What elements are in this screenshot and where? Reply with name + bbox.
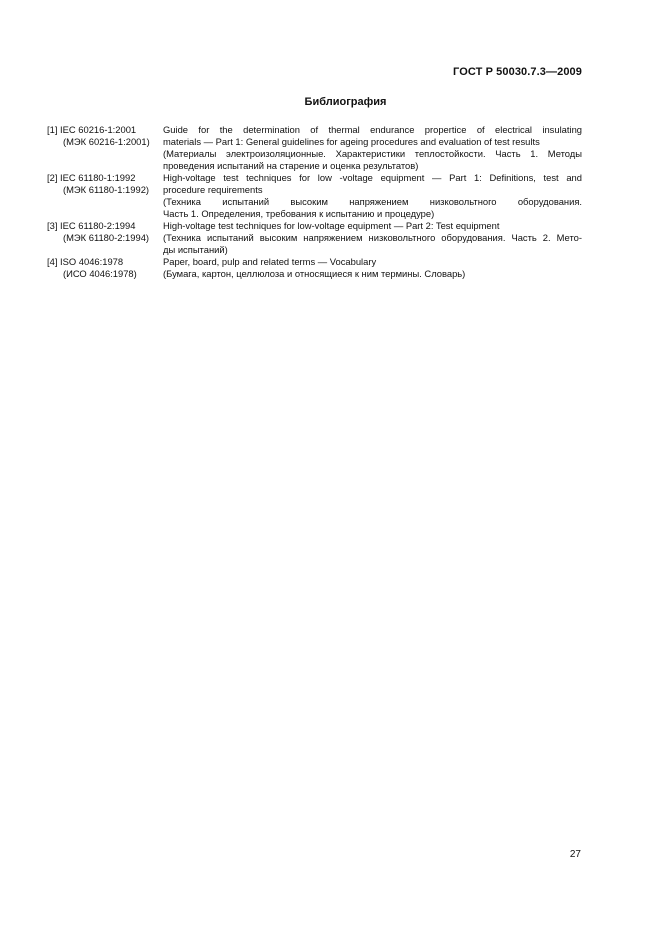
description-line: (Техника испытаний высоким напряжением низковольтного оборудования.: [163, 196, 582, 207]
standard-description: [163, 124, 582, 172]
document-code: ГОСТ Р 50030.7.3—2009: [453, 66, 582, 78]
description-line: High-voltage test techniques for low -voltage equipment — Part 1: Definitions, test and: [163, 172, 582, 183]
description-line: procedure requirements: [163, 184, 263, 195]
bibliography-entry: [47, 172, 582, 220]
bibliography-entry: [47, 256, 582, 280]
page-number: 27: [569, 849, 581, 860]
description-line: ды испытаний): [163, 244, 228, 255]
standard-code: [4] ISO 4046:1978: [47, 256, 124, 267]
standard-code-ru: (МЭК 61180-2:1994): [63, 232, 150, 243]
bibliography-list: [47, 124, 582, 280]
description-line: Paper, board, pulp and related terms — Vocabulary: [163, 256, 377, 267]
description-line: проведения испытаний на старение и оценка результатов): [163, 160, 419, 171]
description-line: (Техника испытаний высоким напряжением низковольтного оборудования. Часть 2. Мето-: [163, 232, 582, 243]
standard-reference: [47, 256, 163, 280]
standard-code: [1] IEC 60216-1:2001: [47, 124, 137, 135]
standard-code: [2] IEC 61180-1:1992: [47, 172, 136, 183]
standard-code-ru: (МЭК 61180-1:1992): [63, 184, 150, 195]
description-line: Часть 1. Определения, требования к испытанию и процедуре): [163, 208, 435, 219]
bibliography-entry: [47, 220, 582, 256]
description-line: materials — Part 1: General guidelines for ageing procedures and evaluation of test results: [163, 136, 540, 147]
standard-code-ru: (ИСО 4046:1978): [63, 268, 137, 279]
description-line: Guide for the determination of thermal endurance propertice of electrical insulating: [163, 124, 582, 135]
description-line: (Материалы электроизоляционные. Характеристики теплостойкости. Часть 1. Методы: [163, 148, 582, 159]
description-line: (Бумага, картон, целлюлоза и относящиеся к ним термины. Словарь): [163, 268, 466, 279]
standard-description: [163, 256, 582, 280]
standard-description: [163, 172, 582, 220]
bibliography-entry: [47, 124, 582, 172]
section-title: Библиография: [304, 96, 387, 108]
description-line: High-voltage test techniques for low-voltage equipment — Part 2: Test equipment: [163, 220, 500, 231]
standard-code: [3] IEC 61180-2:1994: [47, 220, 136, 231]
standard-reference: [47, 172, 163, 220]
standard-reference: [47, 124, 163, 172]
standard-code-ru: (МЭК 60216-1:2001): [63, 136, 150, 147]
standard-description: [163, 220, 582, 256]
standard-reference: [47, 220, 163, 256]
